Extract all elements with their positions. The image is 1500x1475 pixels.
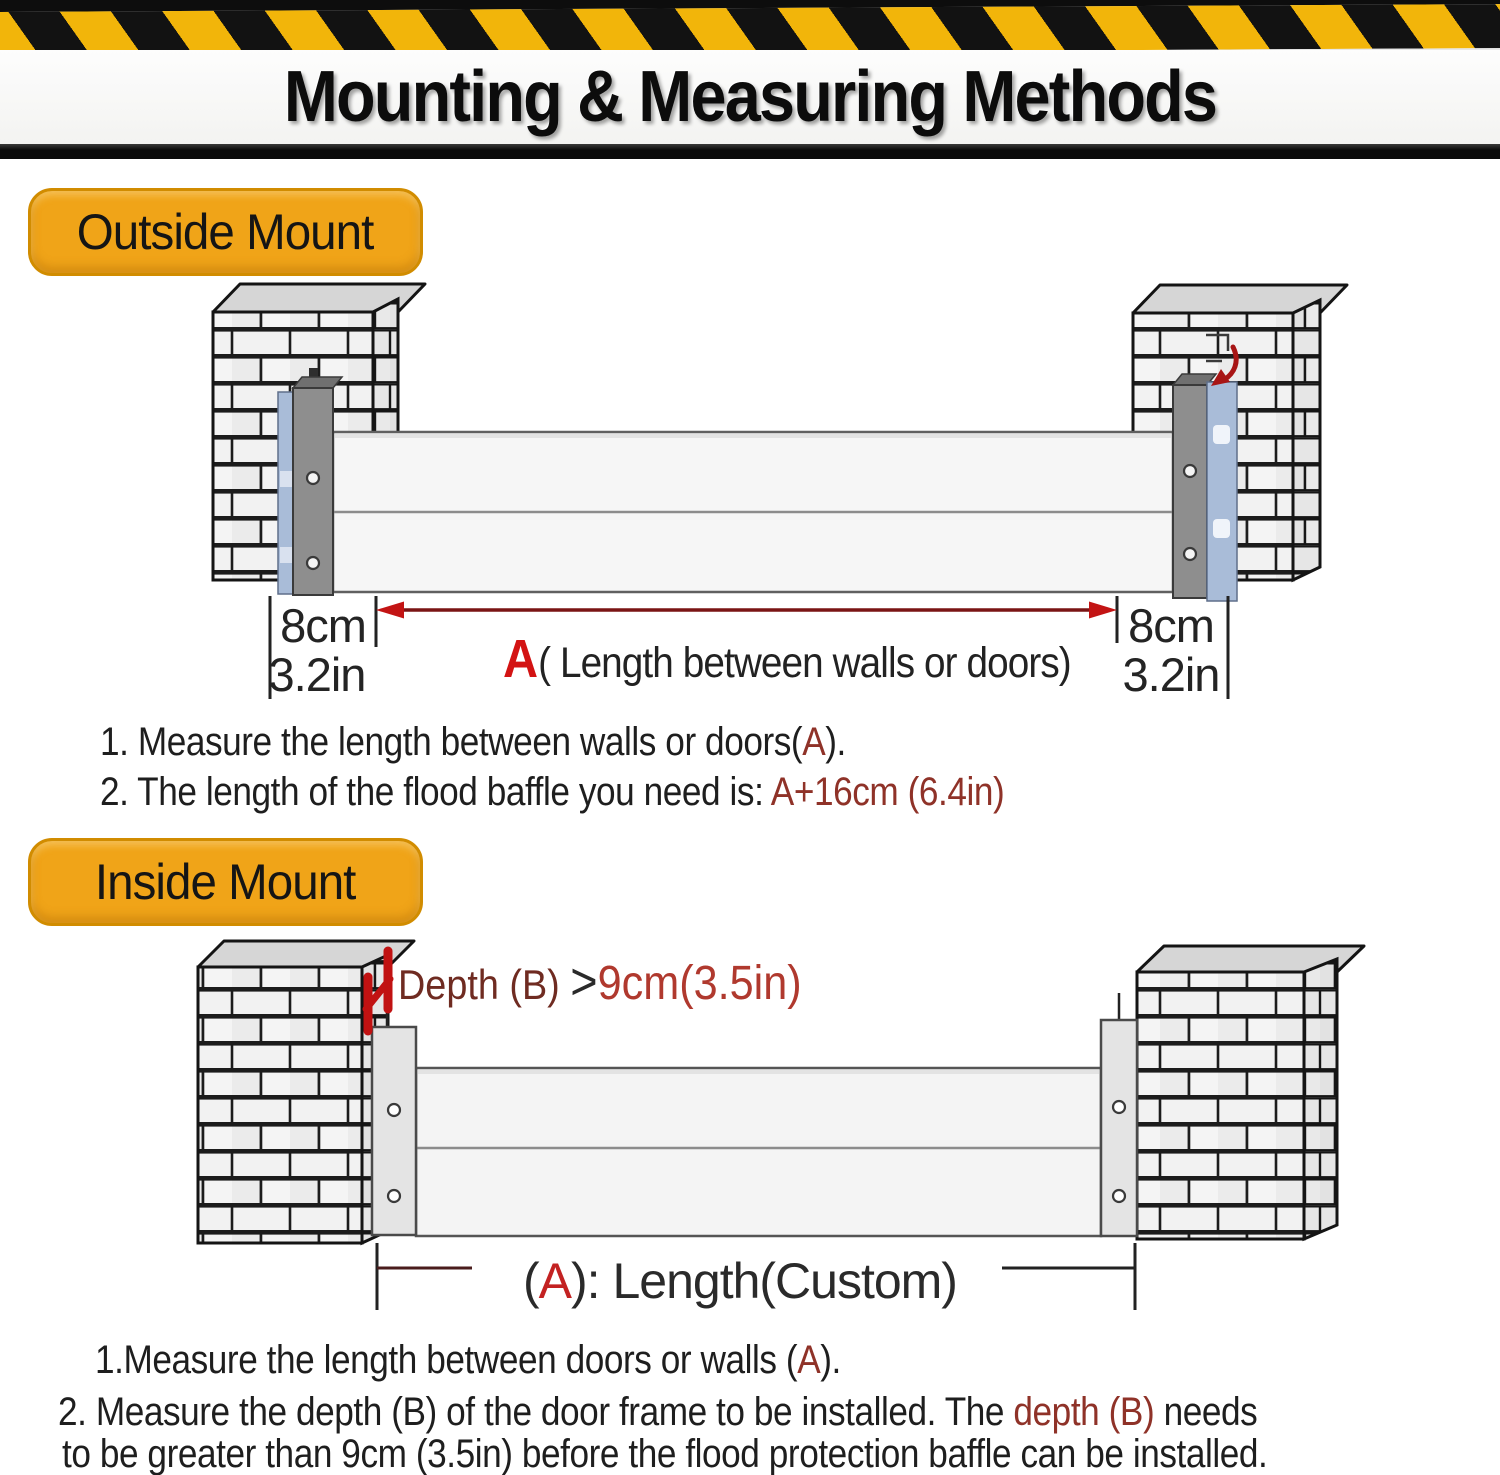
span-label-A	[503, 628, 1071, 690]
dim-right-in: 3.2in	[1122, 648, 1220, 701]
right-rubber-gasket	[1207, 382, 1237, 601]
right-wall-pillar	[1137, 946, 1364, 1239]
dim-left-in: 3.2in	[268, 648, 366, 701]
inside-step-2-line-2: to be greater than 9cm (3.5in) before the flood protection baffle can be installed.	[62, 1432, 1268, 1475]
screw-icon	[307, 472, 319, 484]
screw-icon	[388, 1104, 400, 1116]
outside-mount-badge	[28, 188, 423, 276]
outside-mount-badge-label: Outside Mount	[77, 204, 374, 260]
left-mounting-channel	[372, 1027, 416, 1235]
left-rubber-gasket	[278, 392, 294, 594]
right-mounting-channel	[1101, 1020, 1137, 1236]
screw-icon	[388, 1190, 400, 1202]
header-divider	[0, 144, 1500, 159]
screw-icon	[1184, 465, 1196, 477]
outside-step-1: 1. Measure the length between walls or doors(A).	[100, 720, 846, 764]
inside-mount-badge	[28, 838, 423, 926]
screw-icon	[307, 557, 319, 569]
screw-icon	[1184, 548, 1196, 560]
inside-mount-badge-label: Inside Mount	[95, 854, 356, 910]
page-title: Mounting & Measuring Methods	[283, 57, 1217, 137]
flood-barrier-panels	[333, 432, 1173, 592]
outside-step-2: 2. The length of the flood baffle you need is: A+16cm (6.4in)	[100, 770, 1005, 814]
span-label-A-letter: A	[503, 629, 539, 689]
inside-step-2-line-1: 2. Measure the depth (B) of the door frame to be installed. The depth (B) needs	[58, 1390, 1258, 1434]
span-label-A-text: ( Length between walls or doors)	[538, 639, 1071, 687]
length-custom-label: (A): Length(Custom)	[523, 1253, 957, 1309]
screw-icon	[1113, 1101, 1125, 1113]
inside-step-1: 1.Measure the length between doors or walls (A).	[95, 1338, 841, 1382]
screw-icon	[1113, 1190, 1125, 1202]
depth-label: Depth (B) >9cm(3.5in)	[398, 953, 802, 1011]
flood-barrier-panels	[416, 1068, 1101, 1236]
dim-left-cm: 8cm	[280, 599, 366, 652]
dim-right-cm: 8cm	[1128, 599, 1214, 652]
